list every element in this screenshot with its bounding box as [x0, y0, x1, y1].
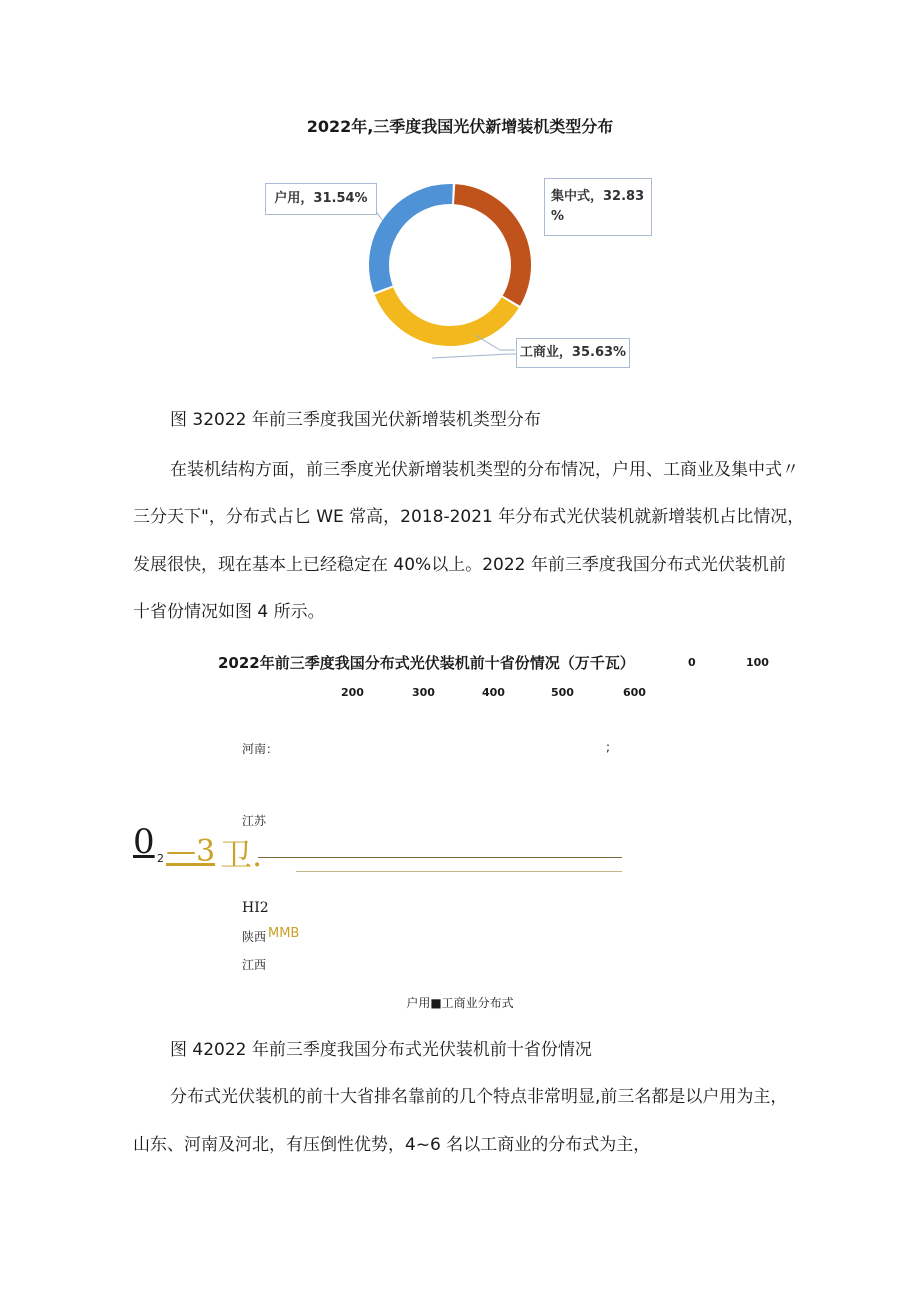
artifact-zero: 0 [133, 822, 155, 862]
bar-line [258, 857, 622, 858]
province-label: 河南： [242, 742, 279, 756]
para2-line2: 山东、河南及河北，有压倒性优势，4~6 名以工商业的分布式为主， [133, 1135, 651, 1155]
x-tick: 400 [482, 686, 505, 699]
bar-line-light [296, 871, 622, 872]
chart1-title: 2022年,三季度我国光伏新增装机类型分布 [306, 117, 614, 136]
label-huyong: 户用，31.54% [265, 183, 377, 215]
artifact-wei: 卫. [220, 836, 263, 874]
chart2-legend: 户用■工商业分布式 [406, 996, 514, 1010]
province-label: HI2 [242, 900, 269, 916]
x-tick: 0 [688, 656, 696, 669]
para1-line4: 十省份情况如图 4 所示。 [133, 602, 325, 622]
para1-line1: 在装机结构方面，前三季度光伏新增装机类型的分布情况，户用、工商业及集中式〃 [170, 460, 799, 480]
province-label: 陕西 [242, 930, 267, 944]
label-jizhong: 集中式，32.83 % [544, 178, 652, 236]
donut-slice-1 [384, 291, 510, 336]
province-label: 江西 [242, 958, 267, 972]
para1-line3: 发展很快，现在基本上已经稳定在 40%以上。2022 年前三季度我国分布式光伏装机前 [133, 555, 786, 575]
artifact-dash3: —3 [166, 834, 216, 869]
donut-slice-2 [379, 194, 452, 289]
fig3-caption: 图 32022 年前三季度我国光伏新增装机类型分布 [170, 410, 541, 430]
chart2-title: 2022年前三季度我国分布式光伏装机前十省份情况（万千瓦） [218, 654, 635, 672]
x-tick: 300 [412, 686, 435, 699]
x-tick: 200 [341, 686, 364, 699]
x-tick: 500 [551, 686, 574, 699]
para2-line1: 分布式光伏装机的前十大省排名靠前的几个特点非常明显,前三名都是以户用为主， [170, 1087, 788, 1107]
fig4-caption: 图 42022 年前三季度我国分布式光伏装机前十省份情况 [170, 1040, 592, 1060]
henan-mark: ; [606, 740, 611, 754]
x-tick: 600 [623, 686, 646, 699]
shaanxi-tag: MMB [268, 926, 300, 941]
label-gongshang: 工商业，35.63% [516, 338, 630, 368]
para1-line2: 三分天下"，分布式占匕 WE 常高，2018-2021 年分布式光伏装机就新增装机占比情况， [133, 507, 805, 527]
donut-slices [379, 194, 521, 336]
province-label: 江苏 [242, 814, 267, 828]
artifact-two: 2 [157, 852, 164, 865]
x-tick: 100 [746, 656, 769, 669]
donut-slice-0 [455, 194, 521, 301]
